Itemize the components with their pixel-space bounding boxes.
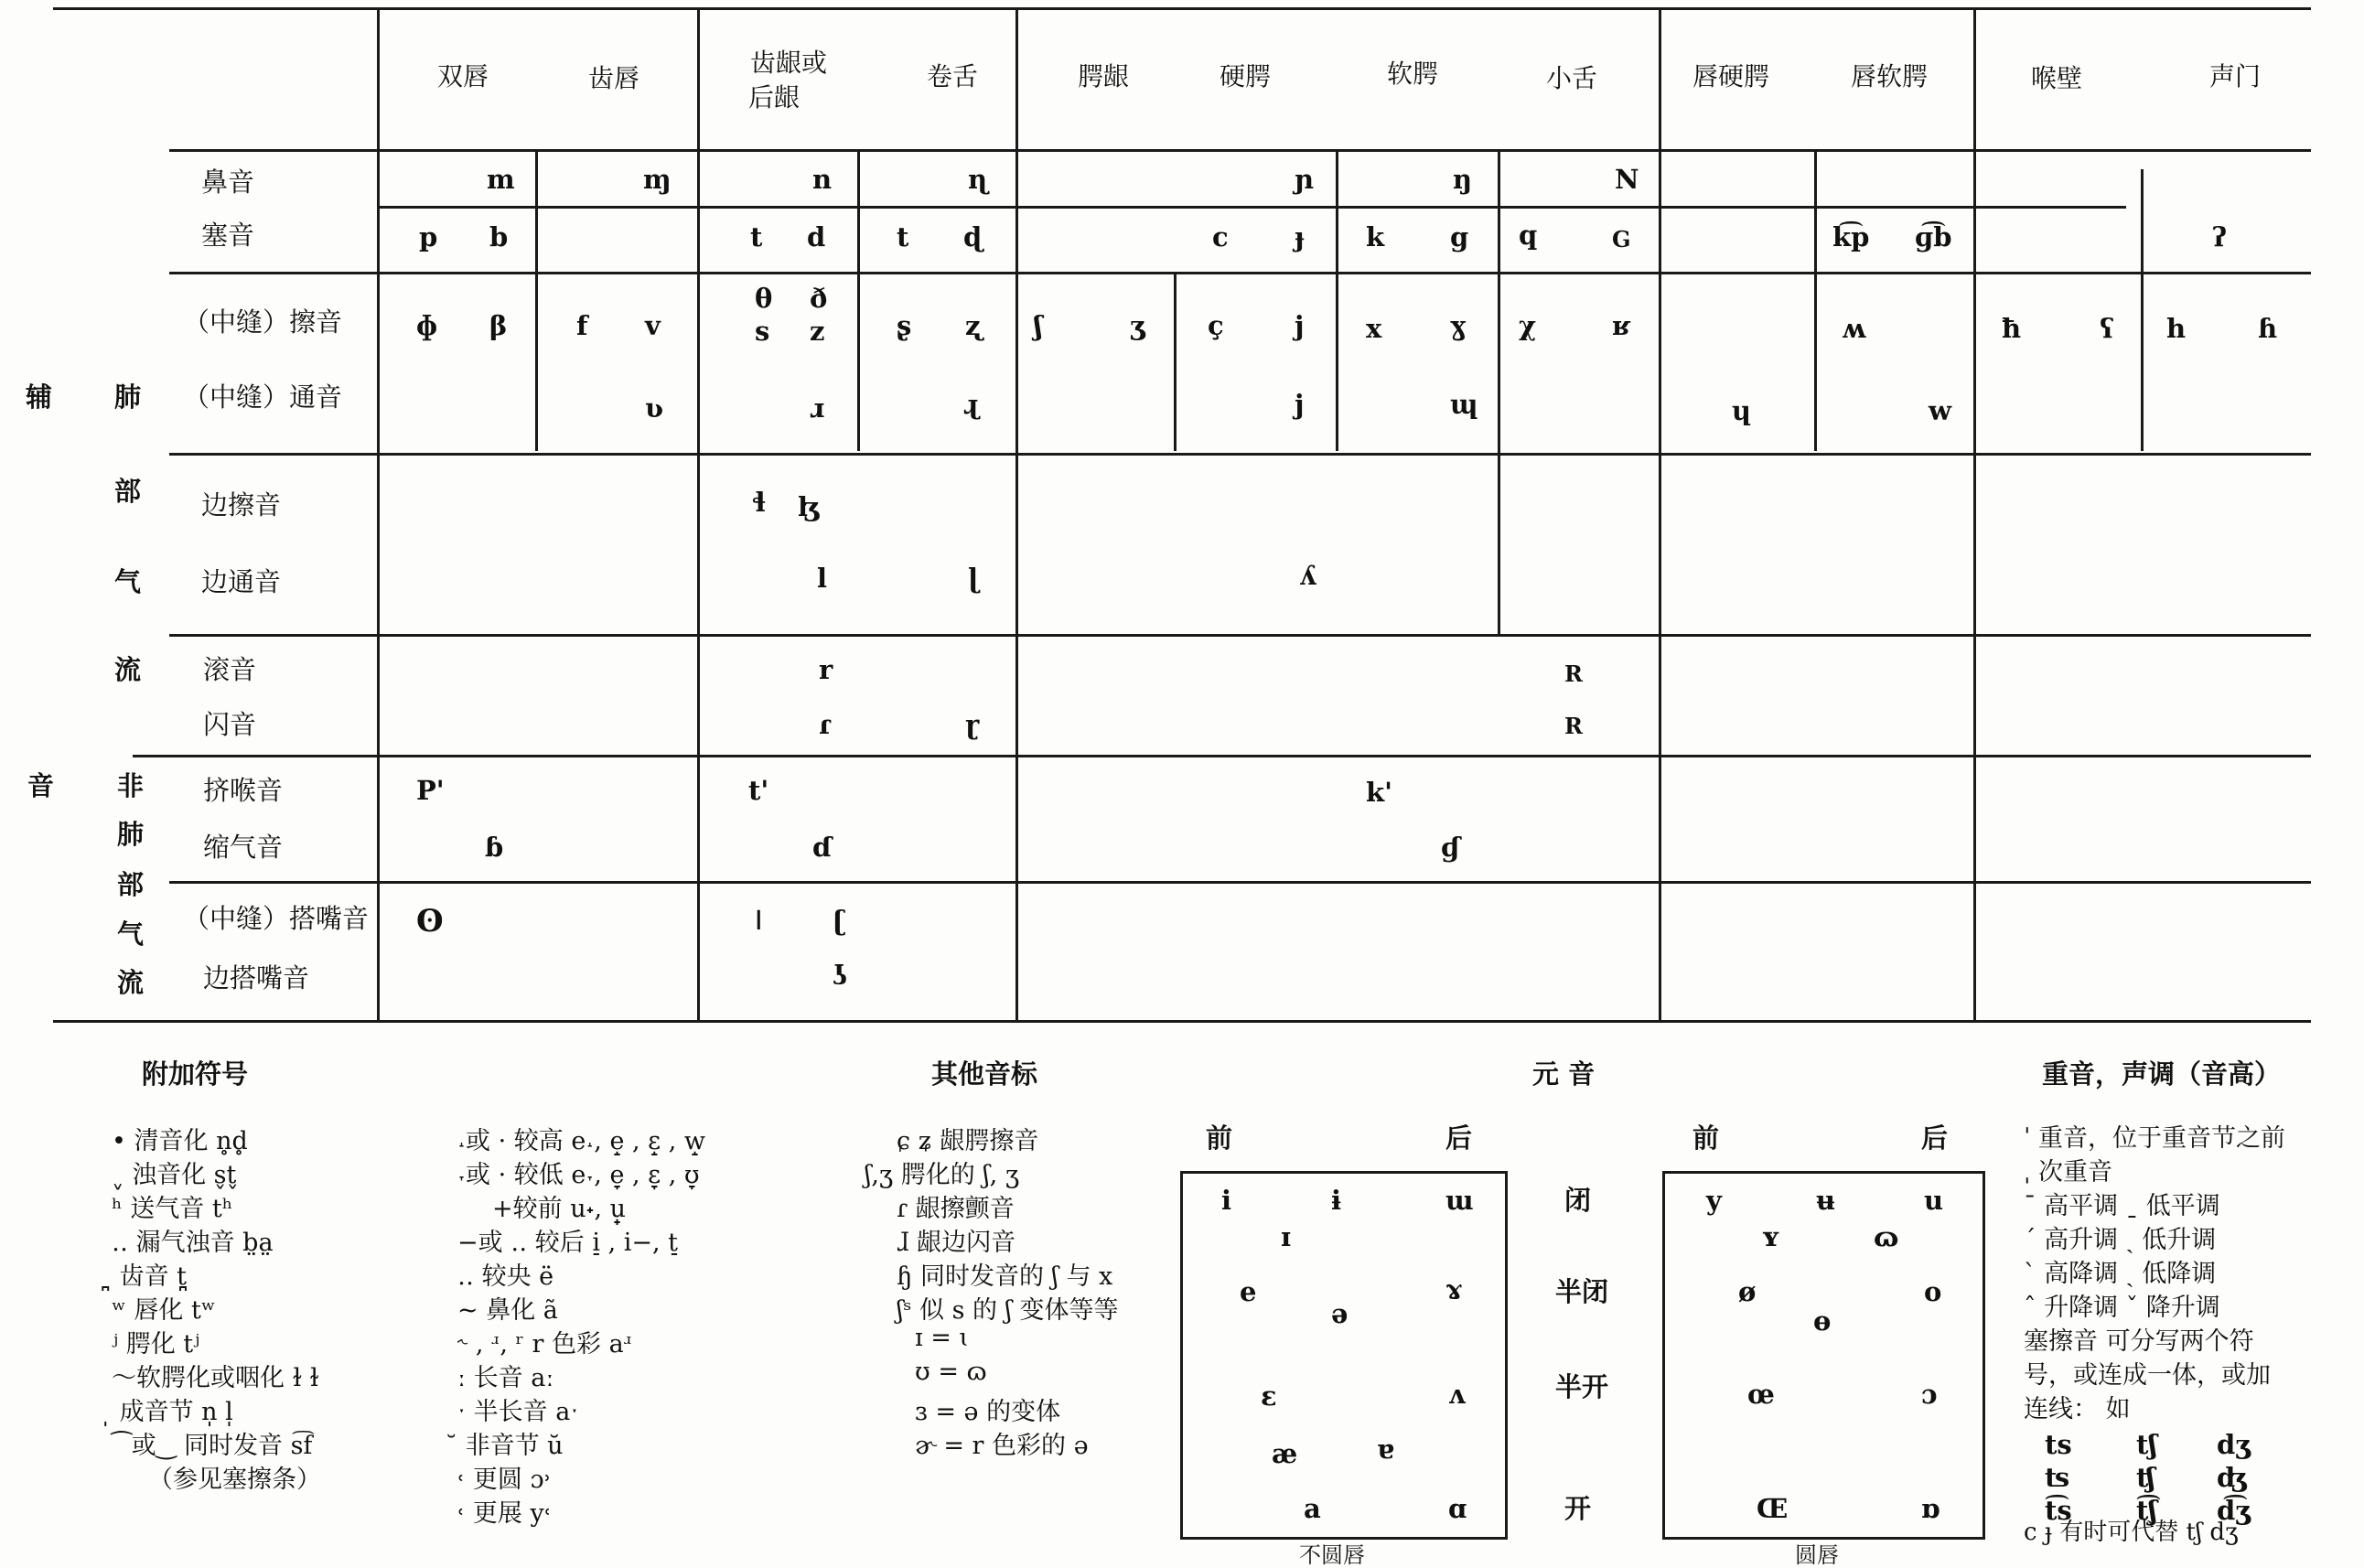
diacritic-item: ̩ 成音节 n̩ l̩ bbox=[112, 1398, 233, 1426]
diacritic-item: ˑ 半长音 aˑ bbox=[457, 1398, 579, 1426]
vowel-i: i bbox=[1221, 1185, 1232, 1216]
sym-c: c bbox=[1212, 221, 1229, 252]
other-item: ɕ ʑ 龈腭擦音 bbox=[897, 1127, 1039, 1155]
sym-hh: ɦ bbox=[2258, 313, 2278, 344]
label-bu1: 部 bbox=[114, 476, 142, 507]
vowel-alpha: ɑ bbox=[1448, 1493, 1467, 1524]
sym-k-ejective: k' bbox=[1366, 777, 1392, 808]
label-liu1: 流 bbox=[114, 654, 142, 685]
round-vowel-chart bbox=[1662, 1171, 1985, 1540]
sym-r: r bbox=[819, 654, 833, 685]
col-line-1 bbox=[377, 7, 380, 1020]
sym-vh: ʋ bbox=[645, 392, 664, 424]
affricate-dzh-lig: ʤ bbox=[2217, 1462, 2249, 1493]
vowel-I: ɪ bbox=[1281, 1221, 1292, 1252]
implosive-bottom-rule bbox=[169, 881, 2311, 884]
affricate-last: c ɟ 有时可代替 tʃ dʒ bbox=[2024, 1519, 2239, 1546]
sym-esh: ʃ bbox=[1034, 310, 1043, 341]
sym-rinv: ʁ bbox=[1612, 310, 1631, 341]
sym-beta: β bbox=[489, 310, 508, 341]
sym-h: h bbox=[2166, 313, 2187, 344]
affricate-note: 号，或连成一体，或加 bbox=[2024, 1361, 2271, 1390]
sym-bilabial-click: ʘ bbox=[416, 903, 444, 940]
sym-nj: ɲ bbox=[1295, 164, 1315, 195]
vowel-Y: ʏ bbox=[1761, 1221, 1781, 1252]
sym-n: n bbox=[812, 164, 833, 195]
tone-item: ˉ 高平调 ˍ 低平调 bbox=[2024, 1192, 2220, 1220]
vowel-ubar: ʉ bbox=[1816, 1185, 1836, 1216]
round-back: 后 bbox=[1921, 1122, 1949, 1154]
vowel-obar: ɵ bbox=[1813, 1305, 1832, 1337]
label-qi1: 气 bbox=[114, 566, 142, 597]
sym-g: g bbox=[1450, 221, 1469, 252]
vowel-ibar: ɨ bbox=[1331, 1185, 1342, 1216]
vowel-omega: ɷ bbox=[1874, 1221, 1899, 1252]
sub-line-c bbox=[1174, 272, 1177, 451]
diacritic-item: ‥ 漏气浊音 b̤a̤ bbox=[112, 1229, 274, 1257]
sub-line-b bbox=[857, 149, 860, 451]
sym-N: N bbox=[1615, 164, 1639, 195]
sym-gb: ɡ͡b bbox=[1915, 221, 1952, 252]
vowel-e: e bbox=[1240, 1276, 1257, 1307]
sym-v: v bbox=[645, 310, 661, 341]
row-ejective: 挤喉音 bbox=[203, 775, 284, 806]
sym-p: p bbox=[419, 221, 438, 252]
sym-tr: t bbox=[897, 221, 909, 252]
height-close: 闭 bbox=[1564, 1185, 1592, 1216]
affricate-note: 塞擦音 可分写两个符 bbox=[2024, 1327, 2254, 1356]
sym-k: k bbox=[1366, 221, 1385, 252]
height-open: 开 bbox=[1564, 1493, 1592, 1524]
diacritic-item: ˞ , ʴ, ʳ r 色彩 aʴ bbox=[457, 1330, 633, 1359]
header-alveolar-2: 后龈 bbox=[748, 82, 801, 113]
diacritic-item: ～软腭化或咽化 ɫ ɫ bbox=[112, 1364, 319, 1392]
row-nasal: 鼻音 bbox=[201, 166, 255, 198]
header-velar: 软腭 bbox=[1387, 59, 1439, 89]
header-palato-alveolar: 腭龈 bbox=[1078, 61, 1130, 91]
unround-vowel-chart bbox=[1180, 1171, 1508, 1540]
diacritic-item: （参见塞擦条） bbox=[148, 1466, 321, 1494]
sym-jj: j bbox=[1295, 310, 1305, 341]
sym-wh: ʍ bbox=[1842, 313, 1866, 344]
diacritic-item: ˓ 更圆 ɔ˒ bbox=[457, 1466, 552, 1494]
row-lateral-approximant: 边通音 bbox=[201, 566, 282, 597]
row-lateral-fricative: 边擦音 bbox=[201, 489, 282, 521]
sym-q: q bbox=[1519, 220, 1538, 251]
sym-R-flap: R bbox=[1564, 713, 1583, 739]
sym-m: m bbox=[487, 164, 515, 195]
sub-line-g bbox=[2141, 169, 2144, 451]
sym-rturn: ɹ bbox=[810, 392, 825, 424]
diacritics-title: 附加符号 bbox=[142, 1058, 249, 1090]
vowel-OE: Œ bbox=[1757, 1493, 1789, 1524]
sym-rl: ɻ bbox=[963, 389, 979, 420]
header-alveolar-1: 齿龈或 bbox=[750, 48, 828, 78]
tones-title: 重音，声调（音高） bbox=[2042, 1058, 2282, 1090]
other-title: 其他音标 bbox=[931, 1058, 1038, 1090]
nasal-plosive-rule bbox=[379, 206, 2126, 209]
header-labial-velar: 唇软腭 bbox=[1851, 61, 1929, 91]
sym-mw: ɰ bbox=[1450, 389, 1478, 420]
round-label: 圆唇 bbox=[1795, 1542, 1839, 1568]
top-rule bbox=[53, 7, 2311, 10]
sym-lambda: ʎ bbox=[1299, 560, 1316, 591]
sym-ain: ʕ bbox=[2100, 313, 2114, 344]
header-rule bbox=[169, 149, 2311, 152]
row-plosive: 塞音 bbox=[201, 220, 255, 251]
sym-lezh: ɮ bbox=[798, 491, 820, 522]
sym-l: l bbox=[817, 563, 828, 594]
row-trill: 滚音 bbox=[203, 654, 257, 685]
vowel-wedge: ʌ bbox=[1448, 1379, 1466, 1410]
sym-b: b bbox=[489, 221, 509, 252]
vowel-open-o: ɔ bbox=[1921, 1379, 1938, 1410]
sym-f: f bbox=[576, 310, 588, 341]
diacritic-item: ̆ 非音节 ŭ bbox=[457, 1432, 564, 1460]
header-glottal: 声门 bbox=[2209, 61, 2262, 91]
vowel-mu: ɯ bbox=[1445, 1185, 1474, 1216]
diacritic-item: ~ 鼻化 ã bbox=[457, 1296, 558, 1325]
header-retroflex: 卷舌 bbox=[927, 61, 979, 91]
sym-lateral-click: ʖ bbox=[833, 960, 847, 991]
height-half-open: 半开 bbox=[1555, 1371, 1609, 1402]
diacritic-item: ʲ 腭化 tʲ bbox=[112, 1330, 200, 1359]
affricate-note: 连线： 如 bbox=[2024, 1395, 2131, 1423]
diacritic-item: ː 长音 aː bbox=[457, 1364, 554, 1392]
sym-dental-click: ǀ bbox=[755, 905, 763, 936]
tone-item: ˋ 高降调 ˎ 低降调 bbox=[2024, 1260, 2217, 1288]
diacritic-item: ⁀或‿ 同时发音 s͡f bbox=[112, 1432, 313, 1460]
row-fricative: （中缝）擦音 bbox=[183, 306, 343, 338]
sub-line-d bbox=[1336, 149, 1338, 451]
other-item: ɚ = r 色彩的 ə bbox=[915, 1432, 1089, 1460]
other-item: ɪ = ɩ bbox=[915, 1324, 970, 1352]
sym-flap: ɾ bbox=[819, 709, 832, 740]
affricate-dzh-tie: d͡ʒ bbox=[2217, 1495, 2251, 1526]
affricate-ts-lig: ʦ bbox=[2045, 1462, 2070, 1493]
vowel-ramshorn: ɤ bbox=[1445, 1273, 1463, 1305]
label-fei1: 肺 bbox=[114, 381, 142, 413]
vowel-turned-a: ɐ bbox=[1377, 1434, 1394, 1465]
other-item: ɜ = ə 的变体 bbox=[915, 1398, 1061, 1426]
sym-w: w bbox=[1929, 395, 1951, 426]
unround-label: 不圆唇 bbox=[1299, 1542, 1365, 1568]
sym-gamma: ɣ bbox=[1450, 310, 1467, 341]
sym-d-implosive: ɗ bbox=[812, 832, 833, 863]
diacritic-item: • 清音化 n̥d̥ bbox=[112, 1127, 248, 1155]
other-col bbox=[865, 1121, 1119, 1459]
row-click: （中缝）搭嘴音 bbox=[183, 903, 370, 934]
sub-line-e bbox=[1498, 149, 1500, 634]
table-bottom-rule bbox=[53, 1020, 2311, 1023]
affricate-ts-tie: t͡s bbox=[2045, 1495, 2072, 1526]
sym-lbelt: ɬ bbox=[752, 487, 766, 518]
sym-ezh: ʒ bbox=[1130, 310, 1145, 341]
other-item: ʃˢ 似 s 的 ʃ 变体等等 bbox=[897, 1296, 1119, 1325]
diacritic-item: −或 ‥ 较后 i̠ , i−, t̠ bbox=[457, 1229, 679, 1257]
sym-d: d bbox=[807, 221, 826, 252]
affricate-dzh: dʒ bbox=[2217, 1429, 2251, 1460]
vowel-oslash: ø bbox=[1738, 1276, 1757, 1307]
other-item: ɾ 龈擦颤音 bbox=[897, 1195, 1015, 1223]
header-labiodental: 齿唇 bbox=[588, 63, 640, 93]
header-palatal: 硬腭 bbox=[1220, 61, 1272, 91]
sym-phi: ɸ bbox=[416, 310, 438, 341]
diacritic-item: +较前 u˖, u̟ bbox=[492, 1195, 627, 1223]
sym-p-ejective: P' bbox=[416, 775, 445, 806]
vowel-u: u bbox=[1924, 1185, 1944, 1216]
sym-g-implosive: ɠ bbox=[1441, 832, 1460, 863]
sym-theta: θ bbox=[755, 283, 773, 314]
header-bilabial: 双唇 bbox=[437, 61, 489, 91]
col-line-2 bbox=[697, 7, 700, 1020]
other-item: ɺ 龈边闪音 bbox=[897, 1229, 1016, 1257]
sym-post-click: ʗ bbox=[833, 905, 847, 936]
other-item: ʃ,ʒ 腭化的 ʃ, ʒ bbox=[865, 1161, 1020, 1189]
label-fei-non: 非 bbox=[117, 770, 145, 801]
diacritic-item: ˕或 · 较低 e˕, e̞ , ɛ̞ , ʊ̞ bbox=[457, 1161, 700, 1189]
tone-item: ˌ 次重音 bbox=[2024, 1158, 2113, 1187]
affricate-ts: ts bbox=[2045, 1429, 2072, 1460]
sym-sr: ʂ bbox=[897, 310, 912, 341]
label-fei2: 肺 bbox=[117, 819, 145, 850]
plosive-bottom-rule bbox=[169, 272, 2311, 274]
header-uvular: 小舌 bbox=[1546, 63, 1598, 93]
sym-s: s bbox=[755, 316, 770, 347]
sym-x: x bbox=[1366, 313, 1382, 344]
affricate-tsh-tie: t͡ʃ bbox=[2136, 1495, 2157, 1526]
sym-lr: ɭ bbox=[968, 563, 979, 594]
diacritic-item: ʰ 送气音 tʰ bbox=[112, 1195, 233, 1223]
round-front: 前 bbox=[1692, 1122, 1720, 1154]
col-line-5 bbox=[1973, 7, 1976, 1020]
vowel-schwa: ə bbox=[1331, 1298, 1349, 1329]
header-labial-palatal: 唇硬腭 bbox=[1692, 61, 1770, 91]
sym-flapr: ɽ bbox=[965, 709, 980, 740]
sym-dr: ɖ bbox=[963, 221, 983, 252]
label-qi2: 气 bbox=[117, 918, 145, 950]
vowel-eps: ɛ bbox=[1261, 1380, 1277, 1412]
other-item: ʊ = ɷ bbox=[915, 1358, 987, 1386]
row-implosive: 缩气音 bbox=[203, 832, 284, 863]
diacritics-col2 bbox=[457, 1121, 705, 1527]
label-bu2: 部 bbox=[117, 869, 145, 900]
flap-bottom-rule bbox=[133, 755, 2311, 757]
unround-front: 前 bbox=[1206, 1122, 1233, 1154]
label-yin: 音 bbox=[27, 770, 55, 801]
sym-mg: ɱ bbox=[643, 164, 672, 195]
vowel-y: y bbox=[1706, 1185, 1722, 1216]
row-flap: 闪音 bbox=[203, 709, 257, 740]
col-line-3 bbox=[1015, 7, 1018, 1020]
row-approximant: （中缝）通音 bbox=[183, 381, 343, 413]
col-line-4 bbox=[1659, 7, 1661, 1020]
sym-glottal-stop: ʔ bbox=[2212, 221, 2227, 252]
diacritic-item: ˔或 · 较高 e˔, e̝ , ɛ̝ , w̝ bbox=[457, 1127, 706, 1155]
vowels-title: 元 音 bbox=[1532, 1058, 1596, 1090]
sym-hbar: ħ bbox=[2002, 313, 2022, 344]
header-pharyngeal: 喉壁 bbox=[2031, 63, 2083, 93]
sym-nr: ɳ bbox=[968, 164, 988, 195]
label-liu2: 流 bbox=[117, 967, 145, 998]
diacritic-item: ʷ 唇化 tʷ bbox=[112, 1296, 216, 1325]
sub-line-a bbox=[535, 149, 538, 451]
tone-item: ˆ 升降调 ˇ 降升调 bbox=[2024, 1294, 2220, 1322]
sym-t: t bbox=[750, 221, 763, 252]
unround-back: 后 bbox=[1445, 1122, 1473, 1154]
sym-R-trill: R bbox=[1564, 660, 1583, 687]
sym-t-ejective: t' bbox=[748, 775, 769, 806]
vowel-oe: œ bbox=[1747, 1379, 1775, 1410]
vowel-a: a bbox=[1304, 1493, 1321, 1524]
sym-G: G bbox=[1612, 226, 1631, 252]
vowel-o: o bbox=[1924, 1276, 1942, 1307]
tone-item: ˊ 高升调 ˏ 低升调 bbox=[2024, 1226, 2217, 1254]
lateral-bottom-rule bbox=[169, 634, 2311, 637]
tones-col bbox=[2024, 1118, 2285, 1423]
sym-ng: ŋ bbox=[1453, 164, 1473, 195]
sym-jbar: ɟ bbox=[1295, 221, 1306, 252]
diacritic-item: ˓ 更展 y˓ bbox=[457, 1499, 553, 1528]
label-fu: 辅 bbox=[26, 381, 53, 413]
height-half-close: 半闭 bbox=[1555, 1276, 1609, 1307]
vowel-turned-alpha: ɒ bbox=[1921, 1493, 1940, 1524]
sym-hturn: ɥ bbox=[1732, 395, 1752, 426]
sym-z: z bbox=[810, 316, 825, 347]
sym-jap: j bbox=[1295, 389, 1305, 420]
diacritic-item: ˬ 浊音化 s̬t̬ bbox=[112, 1161, 237, 1189]
approx-bottom-rule bbox=[169, 453, 2311, 456]
sym-kp: k͡p bbox=[1832, 221, 1870, 252]
affricate-tsh: tʃ bbox=[2136, 1429, 2157, 1460]
sym-eth: ð bbox=[810, 283, 828, 314]
diacritic-item: ̪ 齿音 t̪ bbox=[112, 1262, 188, 1291]
sub-line-f bbox=[1814, 149, 1817, 451]
sym-b-implosive: ɓ bbox=[485, 832, 504, 863]
row-lateral-click: 边搭嘴音 bbox=[203, 962, 310, 993]
vowel-ae: æ bbox=[1272, 1438, 1298, 1469]
diacritics-col1 bbox=[112, 1121, 321, 1493]
sym-cc: ç bbox=[1208, 310, 1224, 341]
sym-chi: χ bbox=[1519, 310, 1537, 341]
diacritic-item: ‥ 较央 ë bbox=[457, 1262, 554, 1291]
tone-item: ˈ 重音，位于重音节之前 bbox=[2024, 1124, 2286, 1153]
other-item: ɧ 同时发音的 ʃ 与 x bbox=[897, 1262, 1113, 1291]
sym-zr: ʐ bbox=[965, 310, 981, 341]
affricate-tsh-lig: ʧ bbox=[2136, 1462, 2155, 1493]
